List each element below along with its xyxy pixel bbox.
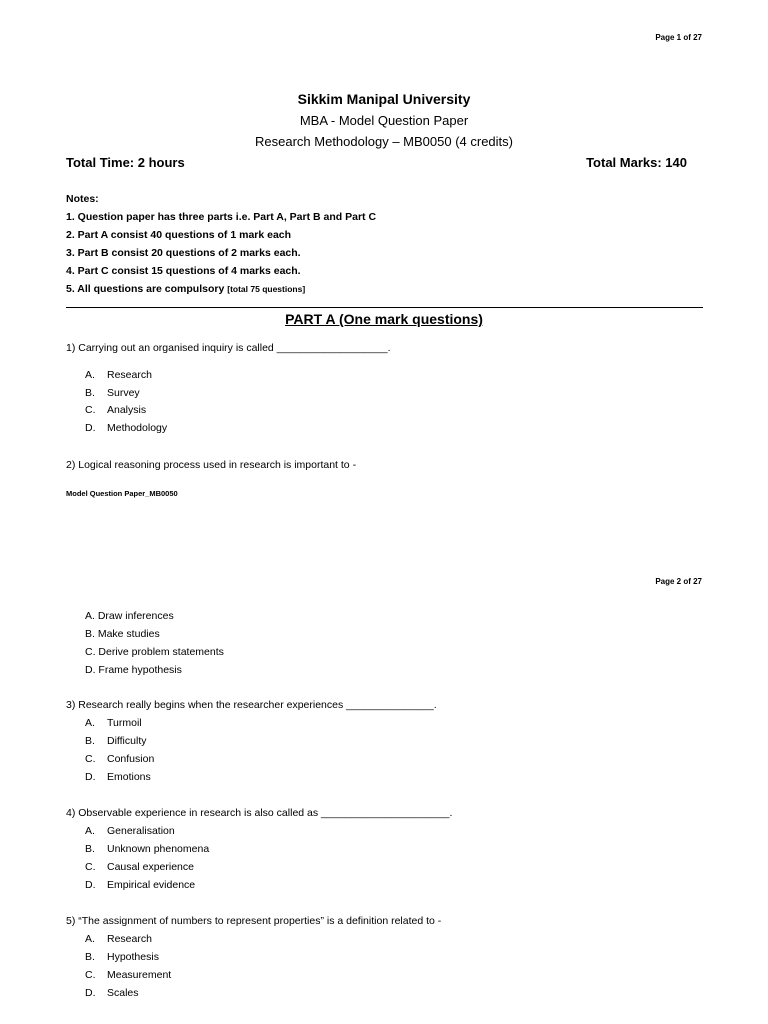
option-d: D. Empirical evidence bbox=[85, 879, 196, 891]
option-c: C. Derive problem statements bbox=[85, 646, 224, 658]
subject-title: Research Methodology – MB0050 (4 credits) bbox=[255, 134, 513, 149]
question-4: 4) Observable experience in research is also called as ______________________. bbox=[66, 807, 453, 819]
option-c: C. Causal experience bbox=[85, 861, 194, 873]
option-d: D. Scales bbox=[85, 987, 139, 999]
option-a: A. Turmoil bbox=[85, 717, 142, 729]
note-item: 3. Part B consist 20 questions of 2 marks each. bbox=[66, 247, 301, 259]
option-c: C. Confusion bbox=[85, 753, 155, 765]
horizontal-rule bbox=[66, 307, 703, 308]
option-b: B. Hypothesis bbox=[85, 951, 159, 963]
note-total: [total 75 questions] bbox=[227, 284, 306, 294]
note-item: 2. Part A consist 40 questions of 1 mark each bbox=[66, 229, 292, 241]
page-number: Page 2 of 27 bbox=[655, 577, 702, 586]
note-item: 1. Question paper has three parts i.e. Part A, Part B and Part C bbox=[66, 211, 377, 223]
option-d: D. Frame hypothesis bbox=[85, 664, 182, 676]
option-a: A. Research bbox=[85, 933, 152, 945]
note-item: 4. Part C consist 15 questions of 4 marks each. bbox=[66, 265, 301, 277]
total-time: Total Time: 2 hours bbox=[66, 155, 185, 170]
note-text: 5. All questions are compulsory bbox=[66, 283, 225, 295]
option-a: A. Research bbox=[85, 369, 152, 381]
question-3: 3) Research really begins when the researcher experiences _______________. bbox=[66, 699, 437, 711]
option-a: A. Draw inferences bbox=[85, 610, 174, 622]
page-number: Page 1 of 27 bbox=[655, 33, 702, 42]
option-b: B. Make studies bbox=[85, 628, 160, 640]
paper-type: MBA - Model Question Paper bbox=[299, 113, 469, 128]
option-b: B. Survey bbox=[85, 387, 140, 399]
page-footer: Model Question Paper_MB0050 bbox=[66, 489, 178, 498]
question-5: 5) “The assignment of numbers to represent properties” is a definition related to - bbox=[66, 915, 442, 927]
option-b: B. Unknown phenomena bbox=[85, 843, 210, 855]
part-a-title: PART A (One mark questions) bbox=[285, 311, 483, 327]
option-c: C. Measurement bbox=[85, 969, 172, 981]
notes-heading: Notes: bbox=[66, 193, 99, 205]
total-marks: Total Marks: 140 bbox=[586, 155, 687, 170]
university-name: Sikkim Manipal University bbox=[297, 91, 471, 107]
note-item-last bbox=[66, 283, 305, 295]
option-d: D. Emotions bbox=[85, 771, 151, 783]
option-c: C. Analysis bbox=[85, 404, 147, 416]
option-a: A. Generalisation bbox=[85, 825, 175, 837]
question-1: 1) Carrying out an organised inquiry is called ___________________. bbox=[66, 342, 391, 354]
option-d: D. Methodology bbox=[85, 422, 168, 434]
option-b: B. Difficulty bbox=[85, 735, 147, 747]
question-2: 2) Logical reasoning process used in research is important to - bbox=[66, 459, 357, 471]
